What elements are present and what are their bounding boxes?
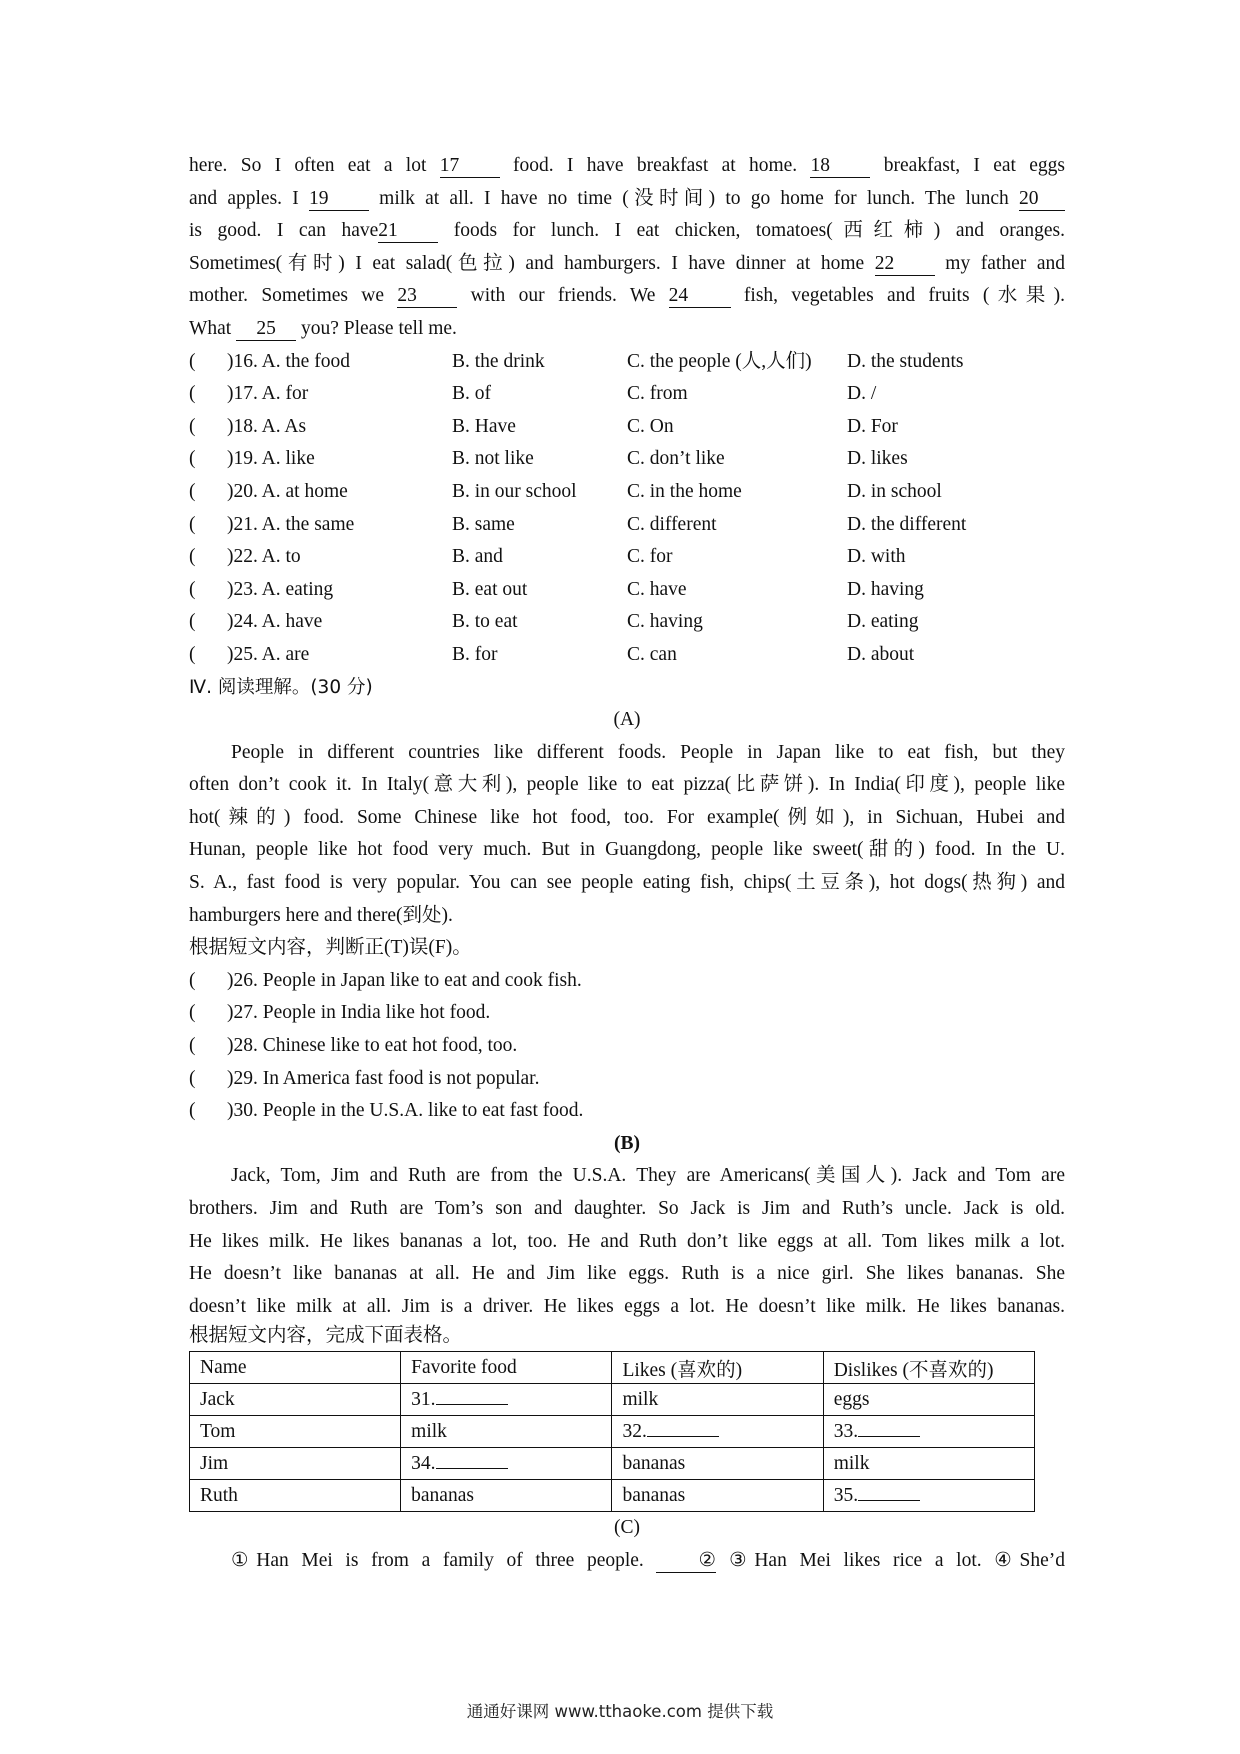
text: you? Please tell me. bbox=[296, 317, 457, 339]
option-d: D. in school bbox=[847, 480, 942, 502]
part-a-line: People in different countries like different foods. People in Japan like to eat fish, but they bbox=[231, 741, 1065, 763]
answer-line[interactable] bbox=[436, 1388, 508, 1405]
answer-paren[interactable]: ( bbox=[189, 448, 196, 470]
text: is good. I can have bbox=[189, 220, 379, 242]
table-cell-blank[interactable] bbox=[823, 1416, 1034, 1448]
part-b-line: Jack, Tom, Jim and Ruth are from the U.S.A. They are Americans(美国人). Jack and Tom are bbox=[231, 1165, 1065, 1187]
part-c-line bbox=[189, 1545, 1065, 1578]
passage-line-6 bbox=[189, 313, 1065, 346]
table-cell: Ruth bbox=[190, 1480, 401, 1512]
answer-paren[interactable]: ( bbox=[189, 1002, 196, 1024]
option-d: D. the students bbox=[847, 350, 964, 372]
header-cell: Favorite food bbox=[401, 1352, 612, 1384]
part-a-line: S. A., fast food is very popular. You can see people eating fish, chips(土豆条), hot dogs(热狗) and bbox=[189, 872, 1065, 894]
blank-17: 17 bbox=[440, 155, 500, 178]
part-b-label: (B) bbox=[614, 1132, 640, 1154]
tf-statement: )29. In America fast food is not popular. bbox=[227, 1067, 540, 1089]
option-d: D. eating bbox=[847, 611, 919, 633]
option-d: D. the different bbox=[847, 513, 967, 535]
option-b: B. not like bbox=[452, 448, 534, 470]
answer-line[interactable] bbox=[647, 1420, 719, 1437]
option-d: D. about bbox=[847, 643, 915, 665]
answer-paren[interactable]: ( bbox=[189, 643, 196, 665]
table-cell: bananas bbox=[612, 1448, 823, 1480]
blank-number: 31. bbox=[411, 1389, 436, 1411]
answer-paren[interactable]: ( bbox=[189, 1067, 196, 1089]
table-row bbox=[190, 1384, 1035, 1416]
option-c: C. can bbox=[627, 643, 677, 665]
part-a-instruction: 根据短文内容，判断正(T)误(F)。 bbox=[189, 937, 472, 959]
choice-row-18 bbox=[189, 411, 1065, 444]
header-cell: Likes (喜欢的) bbox=[612, 1352, 823, 1384]
passage-line-1 bbox=[189, 150, 1065, 183]
tf-item-28 bbox=[189, 1030, 1065, 1063]
table-cell: bananas bbox=[401, 1480, 612, 1512]
text: Sometimes(有时) I eat salad(色拉) and hamburgers. I have dinner at home bbox=[189, 252, 875, 274]
exam-page bbox=[189, 150, 1065, 1578]
option-d: D. with bbox=[847, 546, 906, 568]
table-cell: milk bbox=[612, 1384, 823, 1416]
table-cell: Tom bbox=[190, 1416, 401, 1448]
tf-statement: )28. Chinese like to eat hot food, too. bbox=[227, 1035, 518, 1057]
text: foods for lunch. I eat chicken, tomatoes(西红柿) and oranges. bbox=[438, 220, 1065, 242]
option-d: D. / bbox=[847, 383, 877, 405]
option-c: C. the people (人,人们) bbox=[627, 350, 812, 372]
text: mother. Sometimes we bbox=[189, 285, 398, 307]
answer-table bbox=[189, 1351, 1035, 1512]
text: food. I have breakfast at home. bbox=[499, 155, 811, 176]
text: with our friends. We bbox=[457, 285, 669, 307]
part-a-line: hot(辣的) food. Some Chinese like hot food, too. For example(例如), in Sichuan, Hubei and bbox=[189, 806, 1065, 828]
table-cell: milk bbox=[823, 1448, 1034, 1480]
text: ③Han Mei likes rice a lot. ④She’d bbox=[716, 1549, 1065, 1571]
option-c: C. On bbox=[627, 415, 674, 437]
blank-number: 32. bbox=[622, 1421, 647, 1443]
table-cell: eggs bbox=[823, 1384, 1034, 1416]
option-b: B. the drink bbox=[452, 350, 545, 372]
text: milk at all. I have no time (没时间) to go home for lunch. The lunch bbox=[368, 187, 1019, 209]
table-row bbox=[190, 1480, 1035, 1512]
option-c: C. for bbox=[627, 546, 673, 568]
part-a-line: hamburgers here and there(到处). bbox=[189, 904, 453, 926]
blank-23: 23 bbox=[397, 285, 457, 308]
part-b-line: He doesn’t like bananas at all. He and Jim like eggs. Ruth is a nice girl. She likes bananas. She bbox=[189, 1263, 1065, 1285]
choice-row-25 bbox=[189, 639, 1065, 672]
tf-statement: )27. People in India like hot food. bbox=[227, 1002, 491, 1024]
text: ①Han Mei is from a family of three people. bbox=[231, 1549, 657, 1571]
option-c: C. different bbox=[627, 513, 717, 535]
part-b-instruction: 根据短文内容，完成下面表格。 bbox=[189, 1325, 463, 1347]
option-b: B. to eat bbox=[452, 611, 518, 633]
option-a: )25. A. are bbox=[227, 643, 310, 665]
option-a: )21. A. the same bbox=[227, 513, 355, 535]
answer-paren[interactable]: ( bbox=[189, 1100, 196, 1122]
header-cell: Name bbox=[190, 1352, 401, 1384]
option-b: B. same bbox=[452, 513, 515, 535]
header-cell: Dislikes (不喜欢的) bbox=[823, 1352, 1034, 1384]
choice-row-21 bbox=[189, 509, 1065, 542]
table-row bbox=[190, 1416, 1035, 1448]
option-b: B. for bbox=[452, 643, 498, 665]
blank-number: 35. bbox=[833, 1485, 859, 1507]
choice-row-20 bbox=[189, 476, 1065, 509]
table-cell: milk bbox=[401, 1416, 612, 1448]
passage-line-5 bbox=[189, 280, 1065, 313]
blank-number: 33. bbox=[833, 1421, 859, 1443]
part-a-line: Hunan, people like hot food very much. But in Guangdong, people like sweet(甜的) food. In the U. bbox=[189, 839, 1065, 861]
tf-item-26 bbox=[189, 965, 1065, 998]
answer-paren[interactable]: ( bbox=[189, 383, 196, 405]
text: and apples. I bbox=[189, 187, 309, 209]
option-c: C. having bbox=[627, 611, 703, 633]
option-c: C. have bbox=[627, 578, 687, 600]
choice-row-23 bbox=[189, 574, 1065, 607]
option-a: )20. A. at home bbox=[227, 480, 348, 502]
table-row bbox=[190, 1448, 1035, 1480]
choice-row-17 bbox=[189, 378, 1065, 411]
option-a: )23. A. eating bbox=[227, 578, 334, 600]
text: my father and bbox=[934, 252, 1065, 274]
option-b: B. of bbox=[452, 383, 491, 405]
choice-row-19 bbox=[189, 443, 1065, 476]
option-a: )16. A. the food bbox=[227, 350, 350, 372]
option-a: )18. A. As bbox=[227, 415, 307, 437]
passage-line-2 bbox=[189, 183, 1065, 216]
table-cell: Jack bbox=[190, 1384, 401, 1416]
option-d: D. likes bbox=[847, 448, 908, 470]
tf-statement: )26. People in Japan like to eat and cook fish. bbox=[227, 969, 582, 991]
answer-paren[interactable]: ( bbox=[189, 611, 196, 633]
answer-paren[interactable]: ( bbox=[189, 578, 196, 600]
option-b: B. and bbox=[452, 546, 503, 568]
section-heading: Ⅳ. 阅读理解。(30 分) bbox=[189, 676, 373, 698]
footer-credit: 通通好课网 www.tthaoke.com 提供下载 bbox=[466, 1702, 774, 1721]
blank-20: 20 bbox=[1019, 188, 1065, 211]
answer-paren[interactable]: ( bbox=[189, 969, 196, 991]
part-b-line: He likes milk. He likes bananas a lot, too. He and Ruth don’t like eggs at all. Tom likes milk a lot. bbox=[189, 1230, 1065, 1252]
table-cell: bananas bbox=[612, 1480, 823, 1512]
answer-paren[interactable]: ( bbox=[189, 546, 196, 568]
table-cell-blank[interactable] bbox=[823, 1480, 1034, 1512]
blank-25: 25 bbox=[236, 318, 296, 341]
answer-line[interactable] bbox=[858, 1484, 920, 1501]
answer-line[interactable] bbox=[436, 1452, 508, 1469]
blank-2: ② bbox=[656, 1550, 716, 1573]
option-a: )17. A. for bbox=[227, 383, 309, 405]
part-a-line: often don’t cook it. In Italy(意大利), people like to eat pizza(比萨饼). In India(印度), people like bbox=[189, 774, 1065, 796]
choice-row-16 bbox=[189, 346, 1065, 379]
blank-18: 18 bbox=[810, 155, 870, 178]
part-b-line: doesn’t like milk at all. Jim is a driver. He likes eggs a lot. He doesn’t like milk. He likes bananas. bbox=[189, 1295, 1065, 1317]
tf-statement: )30. People in the U.S.A. like to eat fast food. bbox=[227, 1100, 584, 1122]
table-cell-blank[interactable] bbox=[401, 1448, 612, 1480]
answer-paren[interactable]: ( bbox=[189, 1035, 196, 1057]
answer-paren[interactable]: ( bbox=[189, 350, 196, 372]
answer-paren[interactable]: ( bbox=[189, 480, 196, 502]
text: here. So I often eat a lot bbox=[189, 155, 440, 176]
passage-line-3 bbox=[189, 215, 1065, 248]
tf-item-30 bbox=[189, 1095, 1065, 1128]
part-c-label: (C) bbox=[614, 1517, 640, 1539]
tf-item-29 bbox=[189, 1063, 1065, 1096]
part-b-line: brothers. Jim and Ruth are Tom’s son and daughter. So Jack is Jim and Ruth’s uncle. Jack is old. bbox=[189, 1198, 1065, 1219]
choice-row-22 bbox=[189, 541, 1065, 574]
option-c: C. in the home bbox=[627, 480, 742, 502]
option-b: B. Have bbox=[452, 415, 516, 437]
option-b: B. eat out bbox=[452, 578, 528, 600]
option-c: C. from bbox=[627, 383, 688, 405]
choice-row-24 bbox=[189, 606, 1065, 639]
blank-19: 19 bbox=[309, 188, 369, 211]
option-a: )22. A. to bbox=[227, 546, 301, 568]
option-a: )24. A. have bbox=[227, 611, 323, 633]
table-header-row bbox=[190, 1352, 1035, 1384]
option-d: D. For bbox=[847, 415, 898, 437]
option-d: D. having bbox=[847, 578, 924, 600]
answer-line[interactable] bbox=[858, 1420, 920, 1437]
blank-21: 21 bbox=[378, 220, 438, 243]
text: What bbox=[189, 317, 237, 339]
tf-item-27 bbox=[189, 997, 1065, 1030]
option-b: B. in our school bbox=[452, 480, 577, 502]
text: breakfast, I eat eggs bbox=[870, 155, 1065, 176]
blank-24: 24 bbox=[669, 285, 731, 308]
option-c: C. don’t like bbox=[627, 448, 725, 470]
passage-line-4 bbox=[189, 248, 1065, 281]
table-cell-blank[interactable] bbox=[612, 1416, 823, 1448]
table-cell-blank[interactable] bbox=[401, 1384, 612, 1416]
answer-paren[interactable]: ( bbox=[189, 513, 196, 535]
answer-paren[interactable]: ( bbox=[189, 415, 196, 437]
text: fish, vegetables and fruits (水果). bbox=[730, 285, 1065, 307]
table-cell: Jim bbox=[190, 1448, 401, 1480]
part-a-label: (A) bbox=[613, 709, 641, 731]
blank-22: 22 bbox=[875, 253, 935, 276]
option-a: )19. A. like bbox=[227, 448, 315, 470]
blank-number: 34. bbox=[411, 1453, 436, 1475]
